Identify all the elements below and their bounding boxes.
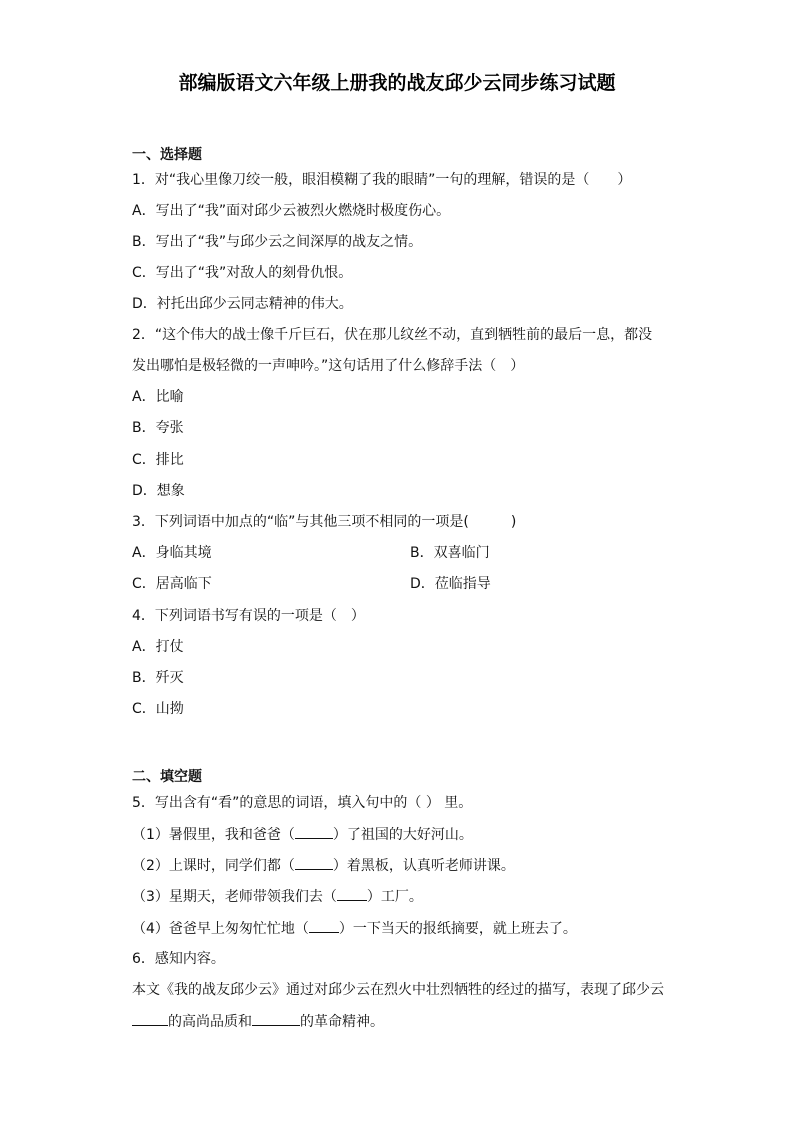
question-4-option-b: B．歼灭 <box>132 670 184 686</box>
question-1-option-a: A．写出了“我”面对邱少云被烈火燃烧时极度伤心。 <box>132 203 451 219</box>
question-5-sentence-2 <box>132 855 515 876</box>
question-3-stem: 3．下列词语中加点的“临”与其他三项不相同的一项是( ) <box>132 514 517 530</box>
paragraph-part-b: 的革命精神。 <box>300 1014 384 1030</box>
paragraph-part-a: 的高尚品质和 <box>168 1014 252 1030</box>
question-5-sentence-4 <box>132 918 577 939</box>
question-2-option-a: A．比喻 <box>132 389 184 405</box>
sentence-2-part-b: ）着黑板，认真听老师讲课。 <box>332 858 515 874</box>
question-5-sentence-3 <box>132 886 423 907</box>
sentence-1-part-b: ）了祖国的大好河山。 <box>332 827 473 843</box>
question-2-option-c: C．排比 <box>132 452 184 468</box>
question-5-stem: 5．写出含有“看”的意思的词语，填入句中的（ ） 里。 <box>132 795 473 811</box>
question-5-sentence-1 <box>132 824 473 845</box>
sentence-2-part-a: （2）上课时，同学们都（ <box>132 858 295 874</box>
blank-6[interactable] <box>252 1011 300 1026</box>
question-2-stem-line2: 发出哪怕是极轻微的一声呻吟。”这句话用了什么修辞手法（ ） <box>132 358 525 374</box>
question-6-paragraph-line1: 本文《我的战友邱少云》通过对邱少云在烈火中壮烈牺牲的经过的描写，表现了邱少云 <box>132 982 664 998</box>
section-heading-choice: 一、选择题 <box>132 147 202 163</box>
blank-4[interactable] <box>309 918 339 933</box>
question-2-option-d: D．想象 <box>132 483 185 499</box>
question-3-option-c: C．居高临下 <box>132 576 212 592</box>
question-1-option-b: B．写出了“我”与邱少云之间深厚的战友之情。 <box>132 234 423 250</box>
page-title: 部编版语文六年级上册我的战友邱少云同步练习试题 <box>178 72 616 94</box>
question-6-stem: 6．感知内容。 <box>132 951 225 967</box>
question-1-option-c: C．写出了“我”对敌人的刻骨仇恨。 <box>132 265 353 281</box>
sentence-3-part-a: （3）星期天，老师带领我们去（ <box>132 889 337 905</box>
sentence-3-part-b: ）工厂。 <box>366 889 423 905</box>
question-3-option-a: A．身临其境 <box>132 545 212 561</box>
question-6-paragraph-line2 <box>132 1011 384 1032</box>
question-3-option-d: D．莅临指导 <box>410 576 491 592</box>
question-4-stem: 4．下列词语书写有误的一项是（ ） <box>132 608 365 624</box>
sentence-4-part-a: （4）爸爸早上匆匆忙忙地（ <box>132 921 309 937</box>
sentence-1-part-a: （1）暑假里，我和爸爸（ <box>132 827 295 843</box>
question-4-option-c: C．山拗 <box>132 701 184 717</box>
blank-1[interactable] <box>295 824 333 839</box>
blank-3[interactable] <box>337 886 367 901</box>
sentence-4-part-b: ）一下当天的报纸摘要，就上班去了。 <box>338 921 577 937</box>
question-1-stem: 1．对“我心里像刀绞一般，眼泪模糊了我的眼睛”一句的理解，错误的是（ ） <box>132 172 632 188</box>
question-2-stem-line1: 2．“这个伟大的战士像千斤巨石，伏在那儿纹丝不动，直到牺牲前的最后一息，都没 <box>132 327 653 343</box>
blank-2[interactable] <box>295 855 333 870</box>
question-1-option-d: D．衬托出邱少云同志精神的伟大。 <box>132 296 353 312</box>
question-4-option-a: A．打仗 <box>132 639 184 655</box>
question-3-option-b: B．双喜临门 <box>410 545 490 561</box>
section-heading-fill: 二、填空题 <box>132 769 202 785</box>
blank-5[interactable] <box>132 1011 168 1026</box>
question-2-option-b: B．夸张 <box>132 420 184 436</box>
